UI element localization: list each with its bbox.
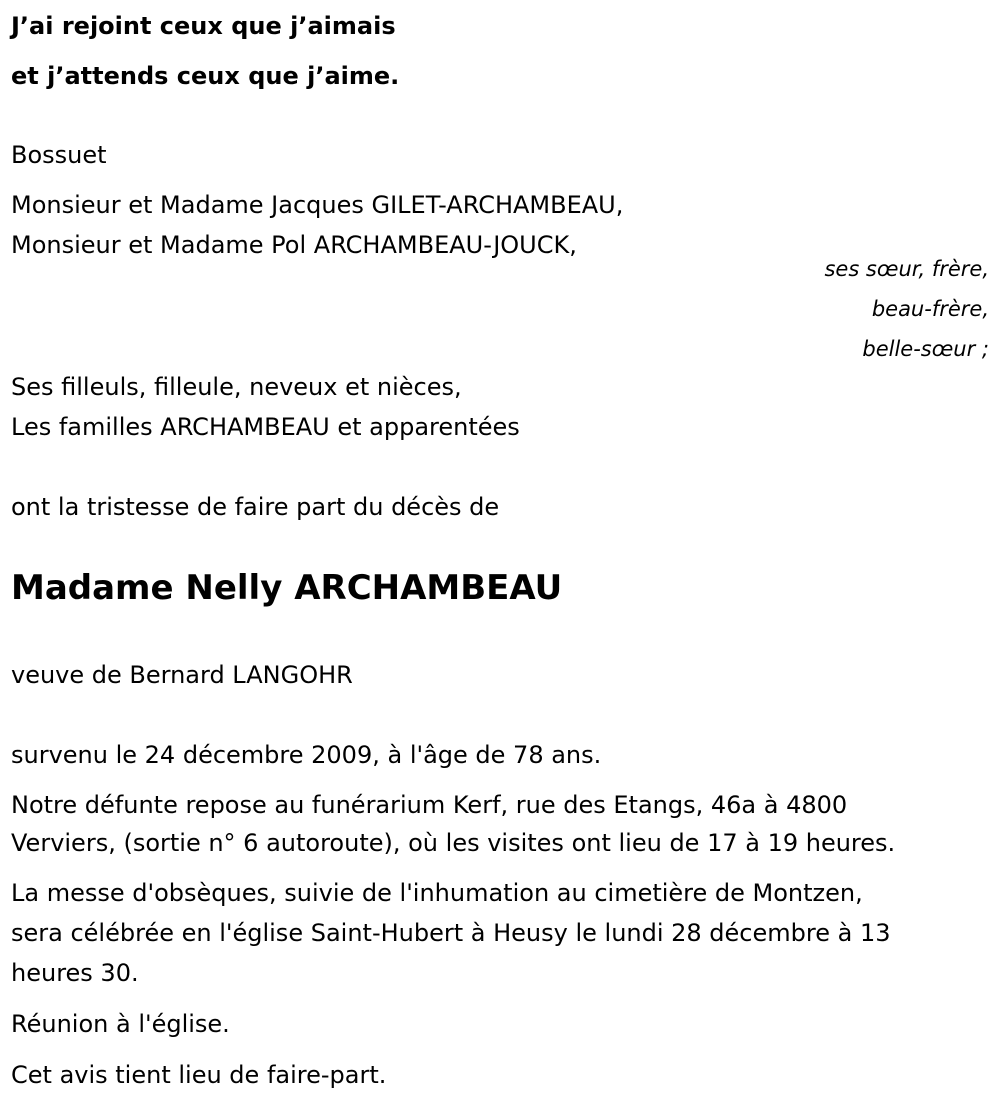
relation-line-3: belle-sœur ; (862, 337, 989, 361)
repose-line-1: Notre défunte repose au funérarium Kerf, rue des Etangs, 46a à 4800 (11, 791, 848, 819)
funeral-line-1: La messe d'obsèques, suivie de l'inhumation au cimetière de Montzen, (11, 879, 863, 907)
relatives-line-1: Ses filleuls, filleule, neveux et nièces, (11, 373, 462, 401)
repose-line-2: Verviers, (sortie n° 6 autoroute), où les visites ont lieu de 17 à 19 heures. (11, 829, 896, 857)
death-info: survenu le 24 décembre 2009, à l'âge de 78 ans. (11, 741, 602, 769)
family-line-2: Monsieur et Madame Pol ARCHAMBEAU-JOUCK, (11, 231, 577, 259)
relation-line-1: ses sœur, frère, (824, 257, 989, 281)
widow-of: veuve de Bernard LANGOHR (11, 661, 353, 689)
family-line-1: Monsieur et Madame Jacques GILET-ARCHAMBEAU, (11, 191, 624, 219)
funeral-line-2: sera célébrée en l'église Saint-Hubert à Heusy le lundi 28 décembre à 13 (11, 919, 891, 947)
place: Bossuet (11, 141, 107, 169)
deceased-name: Madame Nelly ARCHAMBEAU (11, 568, 563, 608)
announcement: ont la tristesse de faire part du décès de (11, 493, 500, 521)
relatives-line-2: Les familles ARCHAMBEAU et apparentées (11, 413, 520, 441)
relation-line-2: beau-frère, (871, 297, 989, 321)
funeral-line-3: heures 30. (11, 959, 139, 987)
epigraph-line-2: et j’attends ceux que j’aime. (11, 62, 400, 90)
notice: Cet avis tient lieu de faire-part. (11, 1061, 387, 1089)
meeting: Réunion à l'église. (11, 1010, 230, 1038)
epigraph-line-1: J’ai rejoint ceux que j’aimais (11, 12, 396, 40)
